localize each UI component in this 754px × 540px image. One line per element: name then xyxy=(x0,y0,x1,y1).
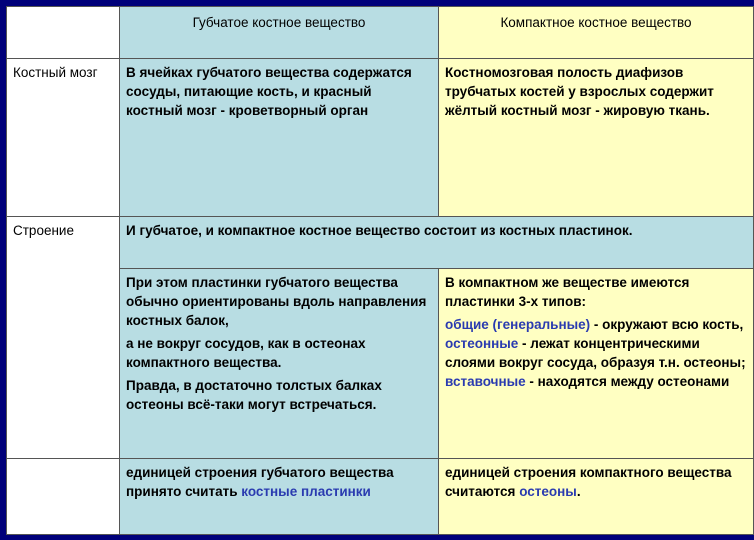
general-plates-desc: - окружают всю кость, xyxy=(590,317,744,332)
spongy-structure-cell xyxy=(120,269,439,459)
row-structure-shared xyxy=(7,217,754,269)
spongy-unit-text: единицей строения губчатого вещества принято считать xyxy=(126,465,394,499)
compact-bone-marrow-text: Костномозговая полость диафизов трубчатых костей у взрослых содержит жёлтый костный мозг - жировую ткань. xyxy=(439,59,754,217)
compact-unit-cell xyxy=(439,459,754,535)
header-row xyxy=(7,7,754,59)
spongy-structure-p3: Правда, в достаточно толстых балках остеоны всё-таки могут встречаться. xyxy=(126,378,382,412)
interstitial-plates-desc: - находятся между остеонами xyxy=(525,374,730,389)
spongy-structure-p2: а не вокруг сосудов, как в остеонах компактного вещества. xyxy=(126,336,366,370)
bone-comparison-table xyxy=(6,6,754,535)
header-spongy: Губчатое костное вещество xyxy=(120,7,439,59)
compact-structure-cell xyxy=(439,269,754,459)
row-label-structure: Строение xyxy=(7,217,120,459)
spongy-structure-p1: При этом пластинки губчатого вещества обычно ориентированы вдоль направления костных балок, xyxy=(126,275,427,328)
row-structure-detail xyxy=(7,269,754,459)
row-structural-unit xyxy=(7,459,754,535)
term-osteon-plates: остеонные xyxy=(445,336,519,351)
compact-structure-intro: В компактном же веществе имеются пластинки 3-х типов: xyxy=(445,275,690,309)
row-label-bone-marrow: Костный мозг xyxy=(7,59,120,217)
compact-unit-text: единицей строения компактного вещества считаются xyxy=(445,465,732,499)
term-bone-plates: костные пластинки xyxy=(241,484,371,499)
compact-plate-types xyxy=(445,315,747,391)
compact-unit-end: . xyxy=(576,484,581,499)
spongy-bone-marrow-text: В ячейках губчатого вещества содержатся сосуды, питающие кость, и красный костный мозг - кроветворный орган xyxy=(120,59,439,217)
header-empty-cell xyxy=(7,7,120,59)
term-osteons: остеоны xyxy=(519,484,577,499)
structure-shared-text: И губчатое, и компактное костное вещество состоит из костных пластинок. xyxy=(120,217,754,269)
spongy-unit-cell xyxy=(120,459,439,535)
osteon-plates-desc: - лежат концентрическими слоями вокруг сосуда, образуя т.н. остеоны; xyxy=(445,336,746,370)
header-compact: Компактное костное вещество xyxy=(439,7,754,59)
row-label-empty xyxy=(7,459,120,535)
term-general-plates: общие (генеральные) xyxy=(445,317,591,332)
term-interstitial-plates: вставочные xyxy=(445,374,526,389)
row-bone-marrow xyxy=(7,59,754,217)
